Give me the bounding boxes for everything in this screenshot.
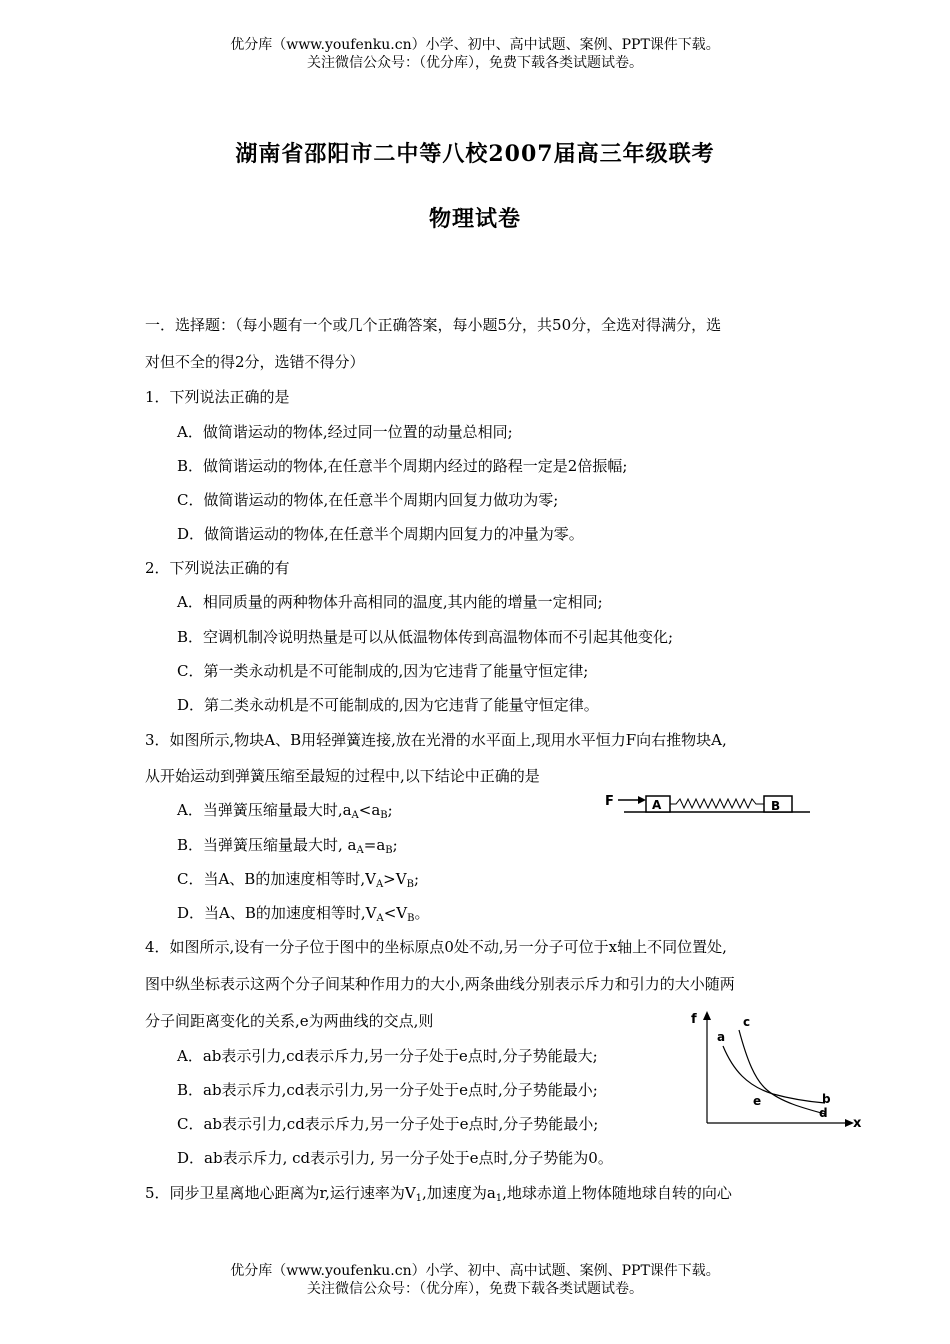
x-axis-label: x (853, 1116, 862, 1130)
q4-stem-line-3: 分子间距离变化的关系,e为两曲线的交点,则 (145, 1012, 434, 1030)
header-line-1: 优分库（www.youfenku.cn）小学、初中、高中试题、案例、PPT课件下载。 (230, 37, 720, 53)
block-b-label: B (771, 799, 781, 813)
force-label: F (605, 794, 614, 809)
q1-option-c: C．做简谐运动的物体,在任意半个周期内回复力做功为零; (177, 491, 559, 509)
intersection-label-e: e (753, 1094, 762, 1108)
block-a-label: A (652, 798, 662, 812)
q1-stem: 1．下列说法正确的是 (145, 388, 290, 406)
q3-option-d: D．当A、B的加速度相等时$,V_A<V_B$。 (177, 904, 430, 924)
curve-label-a: a (717, 1030, 726, 1044)
q2-option-c: C．第一类永动机是不可能制成的,因为它违背了能量守恒定律; (177, 662, 589, 680)
y-axis-arrow (703, 1011, 711, 1020)
q4-stem-line-2: 图中纵坐标表示这两个分子间某种作用力的大小,两条曲线分别表示斥力和引力的大小随两 (145, 975, 735, 993)
q4-stem-line-1: 4．如图所示,设有一分子位于图中的坐标原点0处不动,另一分子可位于x轴上不同位置处, (145, 938, 727, 956)
section-heading-line-1: 一．选择题：（每小题有一个或几个正确答案，每小题5分，共50分，全选对得满分，选 (145, 316, 722, 334)
page-subtitle: 物理试卷 (428, 206, 521, 232)
spring (670, 799, 764, 808)
q1-option-b: B．做简谐运动的物体,在任意半个周期内经过的路程一定是2倍振幅; (177, 457, 628, 475)
footer-line-1: 优分库（www.youfenku.cn）小学、初中、高中试题、案例、PPT课件下载。 (230, 1263, 720, 1279)
q2-option-d: D．第二类永动机是不可能制成的,因为它违背了能量守恒定律。 (177, 696, 599, 714)
q3-option-c: C．当A、B的加速度相等时$,V_A>V_B$; (177, 870, 419, 890)
header-line-2: 关注微信公众号：（优分库），免费下载各类试题试卷。 (307, 55, 643, 71)
curve-label-d: d (819, 1106, 828, 1120)
q3-option-b: B．当弹簧压缩量最大时, $a_A=a_B$; (177, 836, 398, 856)
y-axis-label: f (691, 1012, 697, 1027)
footer-line-2: 关注微信公众号：（优分库），免费下载各类试题试卷。 (307, 1281, 643, 1297)
q5-stem: 5．同步卫星离地心距离为r,运行速率为$V_1$,加速度为$a_1$,地球赤道上物体随地球自转的向心 (145, 1184, 732, 1204)
q4-option-d: D．ab表示斥力, cd表示引力, 另一分子处于e点时,分子势能为0。 (177, 1149, 613, 1167)
q3-stem-line-1: 3．如图所示,物块A、B用轻弹簧连接,放在光滑的水平面上,现用水平恒力F向右推物块A, (145, 731, 727, 749)
section-heading-line-2: 对但不全的得2分，选错不得分） (145, 353, 365, 371)
q2-stem: 2．下列说法正确的有 (145, 559, 290, 577)
q1-option-d: D．做简谐运动的物体,在任意半个周期内回复力的冲量为零。 (177, 525, 584, 543)
q3-stem-line-2: 从开始运动到弹簧压缩至最短的过程中,以下结论中正确的是 (145, 767, 540, 785)
q2-option-a: A．相同质量的两种物体升高相同的温度,其内能的增量一定相同; (177, 593, 603, 611)
curve-label-b: b (822, 1092, 831, 1106)
q3-spring-diagram (600, 788, 815, 818)
curve-label-c: c (743, 1015, 751, 1029)
q4-option-c: C．ab表示引力,cd表示斥力,另一分子处于e点时,分子势能最小; (177, 1115, 599, 1133)
q3-option-a: A．当弹簧压缩量最大时$,a_A<a_B$; (177, 801, 393, 821)
q4-option-b: B．ab表示斥力,cd表示引力,另一分子处于e点时,分子势能最小; (177, 1081, 598, 1099)
force-arrow-head (638, 796, 646, 804)
q4-option-a: A．ab表示引力,cd表示斥力,另一分子处于e点时,分子势能最大; (177, 1047, 598, 1065)
q1-option-a: A．做简谐运动的物体,经过同一位置的动量总相同; (177, 423, 513, 441)
page-title: 湖南省邵阳市二中等八校2007届高三年级联考 (235, 141, 715, 167)
q2-option-b: B．空调机制冷说明热量是可以从低温物体传到高温物体而不引起其他变化; (177, 628, 674, 646)
q4-force-graph (685, 1008, 865, 1130)
